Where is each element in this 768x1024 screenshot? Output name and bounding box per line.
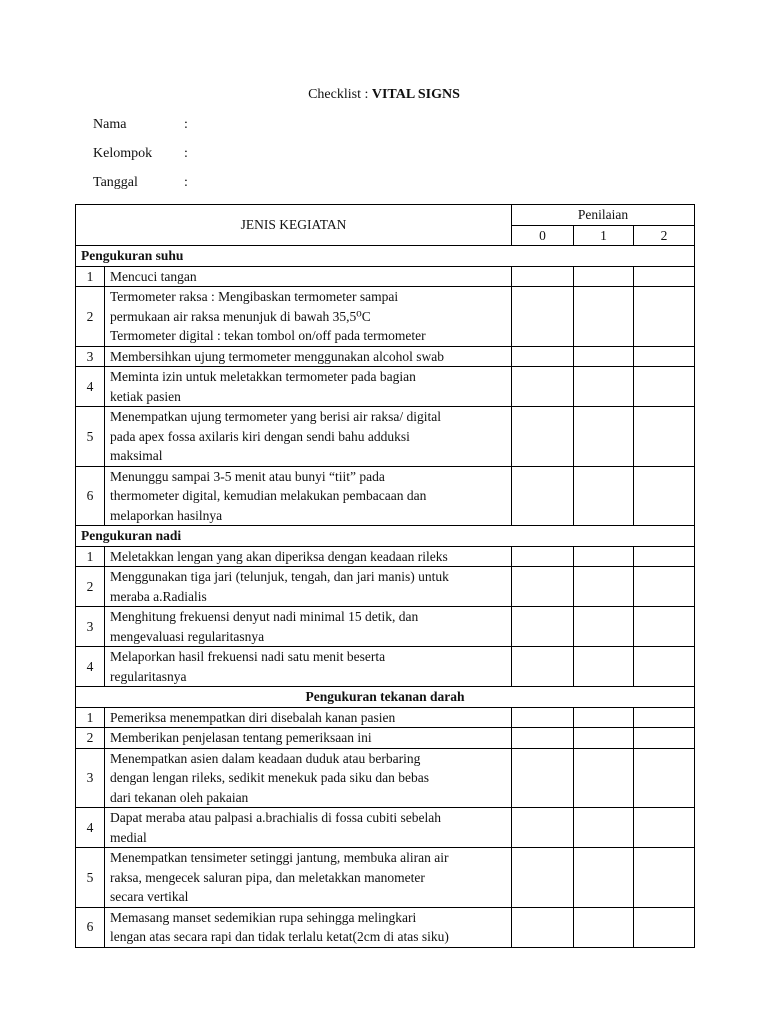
score-cell-0[interactable] bbox=[512, 466, 574, 526]
score-cell-0[interactable] bbox=[512, 266, 574, 287]
score-cell-0[interactable] bbox=[512, 567, 574, 607]
item-description bbox=[105, 728, 512, 749]
item-number: 4 bbox=[76, 647, 105, 687]
title-prefix: Checklist : bbox=[308, 87, 372, 102]
score-cell-1[interactable] bbox=[574, 287, 634, 347]
description-line: Memasang manset sedemikian rupa sehingga melingkari bbox=[110, 909, 417, 925]
section-row bbox=[76, 526, 695, 547]
table-row bbox=[76, 808, 695, 848]
score-cell-2[interactable] bbox=[634, 266, 695, 287]
description-line: maksimal bbox=[110, 448, 163, 463]
item-description bbox=[105, 546, 512, 567]
description-line: Menempatkan asien dalam keadaan duduk atau berbaring bbox=[110, 750, 421, 766]
table-row bbox=[76, 466, 695, 526]
description-line: Meletakkan lengan yang akan diperiksa dengan keadaan rileks bbox=[110, 548, 448, 564]
table-row bbox=[76, 848, 695, 908]
description-line: Menempatkan ujung termometer yang berisi air raksa/ digital bbox=[110, 409, 442, 424]
score-cell-2[interactable] bbox=[634, 707, 695, 728]
score-cell-1[interactable] bbox=[574, 848, 634, 908]
page-title bbox=[0, 87, 768, 103]
score-cell-0[interactable] bbox=[512, 907, 574, 947]
description-line: pada apex fossa axilaris kiri dengan sendi bahu adduksi bbox=[110, 428, 410, 444]
item-number: 5 bbox=[76, 848, 105, 908]
description-line: Menempatkan tensimeter setinggi jantung, membuka aliran air bbox=[110, 850, 449, 865]
score-cell-2[interactable] bbox=[634, 907, 695, 947]
description-line: medial bbox=[110, 829, 147, 845]
score-cell-2[interactable] bbox=[634, 607, 695, 647]
description-line: Dapat meraba atau palpasi a.brachialis di fossa cubiti sebelah bbox=[110, 810, 441, 825]
description-line: dengan lengan rileks, sedikit menekuk pada siku dan bebas bbox=[110, 770, 430, 785]
item-number: 2 bbox=[76, 567, 105, 607]
score-cell-0[interactable] bbox=[512, 748, 574, 808]
item-number: 4 bbox=[76, 367, 105, 407]
score-cell-1[interactable] bbox=[574, 728, 634, 749]
score-cell-0[interactable] bbox=[512, 647, 574, 687]
description-line: secara vertikal bbox=[110, 889, 189, 904]
section-row bbox=[76, 687, 695, 708]
field-kelompok bbox=[93, 146, 188, 162]
score-cell-2[interactable] bbox=[634, 346, 695, 367]
score-cell-2[interactable] bbox=[634, 748, 695, 808]
description-line: dari tekanan oleh pakaian bbox=[110, 789, 249, 805]
field-label: Nama bbox=[93, 117, 127, 132]
score-header-1: 1 bbox=[574, 225, 634, 246]
item-description bbox=[105, 466, 512, 526]
description-line: regularitasnya bbox=[110, 668, 187, 684]
item-description bbox=[105, 907, 512, 947]
score-cell-2[interactable] bbox=[634, 808, 695, 848]
item-description bbox=[105, 707, 512, 728]
description-line: Mencuci tangan bbox=[110, 268, 197, 284]
score-header-0: 0 bbox=[512, 225, 574, 246]
field-label: Kelompok bbox=[93, 146, 153, 161]
description-line: lengan atas secara rapi dan tidak terlalu ketat(2cm di atas siku) bbox=[110, 929, 449, 944]
field-colon: : bbox=[184, 175, 188, 190]
description-line: Memberikan penjelasan tentang pemeriksaan ini bbox=[110, 730, 372, 745]
item-description bbox=[105, 647, 512, 687]
score-cell-1[interactable] bbox=[574, 346, 634, 367]
penilaian-header: Penilaian bbox=[512, 205, 695, 226]
table-row bbox=[76, 407, 695, 467]
score-cell-2[interactable] bbox=[634, 728, 695, 749]
description-line: Menunggu sampai 3-5 menit atau bunyi “tiit” pada bbox=[110, 468, 385, 484]
score-cell-1[interactable] bbox=[574, 647, 634, 687]
table-row bbox=[76, 748, 695, 808]
score-cell-1[interactable] bbox=[574, 466, 634, 526]
item-description bbox=[105, 346, 512, 367]
section-row bbox=[76, 246, 695, 267]
score-cell-1[interactable] bbox=[574, 707, 634, 728]
item-number: 3 bbox=[76, 346, 105, 367]
item-description bbox=[105, 607, 512, 647]
jenis-kegiatan-header: JENIS KEGIATAN bbox=[76, 205, 512, 246]
score-cell-2[interactable] bbox=[634, 848, 695, 908]
table-row bbox=[76, 266, 695, 287]
item-number: 4 bbox=[76, 808, 105, 848]
description-line: raksa, mengecek saluran pipa, dan meletakkan manometer bbox=[110, 869, 425, 885]
field-nama bbox=[93, 117, 188, 133]
item-description bbox=[105, 287, 512, 347]
table-row bbox=[76, 287, 695, 347]
score-cell-0[interactable] bbox=[512, 707, 574, 728]
field-label: Tanggal bbox=[93, 175, 138, 190]
item-number: 3 bbox=[76, 748, 105, 808]
score-cell-2[interactable] bbox=[634, 407, 695, 467]
score-cell-0[interactable] bbox=[512, 346, 574, 367]
item-description bbox=[105, 748, 512, 808]
score-cell-0[interactable] bbox=[512, 607, 574, 647]
item-description bbox=[105, 367, 512, 407]
field-tanggal bbox=[93, 175, 188, 191]
checklist-table bbox=[75, 204, 695, 948]
item-description bbox=[105, 266, 512, 287]
score-cell-0[interactable] bbox=[512, 287, 574, 347]
table-row bbox=[76, 546, 695, 567]
description-line: ketiak pasien bbox=[110, 388, 181, 404]
score-cell-1[interactable] bbox=[574, 546, 634, 567]
section-title: Pengukuran tekanan darah bbox=[76, 687, 695, 708]
score-cell-2[interactable] bbox=[634, 546, 695, 567]
score-cell-0[interactable] bbox=[512, 848, 574, 908]
score-cell-1[interactable] bbox=[574, 808, 634, 848]
item-number: 2 bbox=[76, 728, 105, 749]
score-cell-2[interactable] bbox=[634, 367, 695, 407]
description-line: meraba a.Radialis bbox=[110, 588, 207, 604]
score-cell-2[interactable] bbox=[634, 647, 695, 687]
item-number: 3 bbox=[76, 607, 105, 647]
score-cell-2[interactable] bbox=[634, 567, 695, 607]
score-cell-1[interactable] bbox=[574, 367, 634, 407]
description-line: melaporkan hasilnya bbox=[110, 507, 223, 523]
item-number: 5 bbox=[76, 407, 105, 467]
item-description bbox=[105, 407, 512, 467]
score-cell-0[interactable] bbox=[512, 407, 574, 467]
description-line: Membersihkan ujung termometer menggunakan alcohol swab bbox=[110, 348, 445, 364]
score-cell-1[interactable] bbox=[574, 407, 634, 467]
item-number: 6 bbox=[76, 907, 105, 947]
table-row bbox=[76, 346, 695, 367]
table-row bbox=[76, 367, 695, 407]
table-row bbox=[76, 567, 695, 607]
table-row bbox=[76, 647, 695, 687]
score-cell-0[interactable] bbox=[512, 367, 574, 407]
field-colon: : bbox=[184, 117, 188, 132]
score-cell-0[interactable] bbox=[512, 546, 574, 567]
description-line: mengevaluasi regularitasnya bbox=[110, 628, 265, 644]
description-line: Meminta izin untuk meletakkan termometer pada bagian bbox=[110, 369, 416, 384]
table-row bbox=[76, 707, 695, 728]
item-description bbox=[105, 808, 512, 848]
checklist-body bbox=[76, 246, 695, 948]
table-row bbox=[76, 728, 695, 749]
description-line: Termometer digital : tekan tombol on/off pada termometer bbox=[110, 328, 426, 343]
item-description bbox=[105, 567, 512, 607]
table-row bbox=[76, 607, 695, 647]
description-line: Melaporkan hasil frekuensi nadi satu menit beserta bbox=[110, 649, 386, 664]
score-header-2: 2 bbox=[634, 225, 695, 246]
description-line: permukaan air raksa menunjuk di bawah 35,5⁰C bbox=[110, 308, 371, 324]
field-colon: : bbox=[184, 146, 188, 161]
item-number: 6 bbox=[76, 466, 105, 526]
score-cell-1[interactable] bbox=[574, 748, 634, 808]
description-line: thermometer digital, kemudian melakukan pembacaan dan bbox=[110, 488, 427, 503]
score-cell-1[interactable] bbox=[574, 907, 634, 947]
description-line: Menghitung frekuensi denyut nadi minimal 15 detik, dan bbox=[110, 609, 419, 624]
score-cell-2[interactable] bbox=[634, 287, 695, 347]
score-cell-0[interactable] bbox=[512, 808, 574, 848]
score-cell-1[interactable] bbox=[574, 567, 634, 607]
score-cell-0[interactable] bbox=[512, 728, 574, 749]
section-title: Pengukuran suhu bbox=[76, 246, 695, 267]
description-line: Termometer raksa : Mengibaskan termometer sampai bbox=[110, 289, 399, 304]
section-title: Pengukuran nadi bbox=[76, 526, 695, 547]
title-main: VITAL SIGNS bbox=[371, 87, 460, 102]
item-description bbox=[105, 848, 512, 908]
score-cell-1[interactable] bbox=[574, 266, 634, 287]
score-cell-2[interactable] bbox=[634, 466, 695, 526]
table-row bbox=[76, 907, 695, 947]
item-number: 1 bbox=[76, 546, 105, 567]
item-number: 2 bbox=[76, 287, 105, 347]
description-line: Pemeriksa menempatkan diri disebalah kanan pasien bbox=[110, 709, 396, 725]
description-line: Menggunakan tiga jari (telunjuk, tengah, dan jari manis) untuk bbox=[110, 569, 449, 584]
item-number: 1 bbox=[76, 707, 105, 728]
score-cell-1[interactable] bbox=[574, 607, 634, 647]
item-number: 1 bbox=[76, 266, 105, 287]
